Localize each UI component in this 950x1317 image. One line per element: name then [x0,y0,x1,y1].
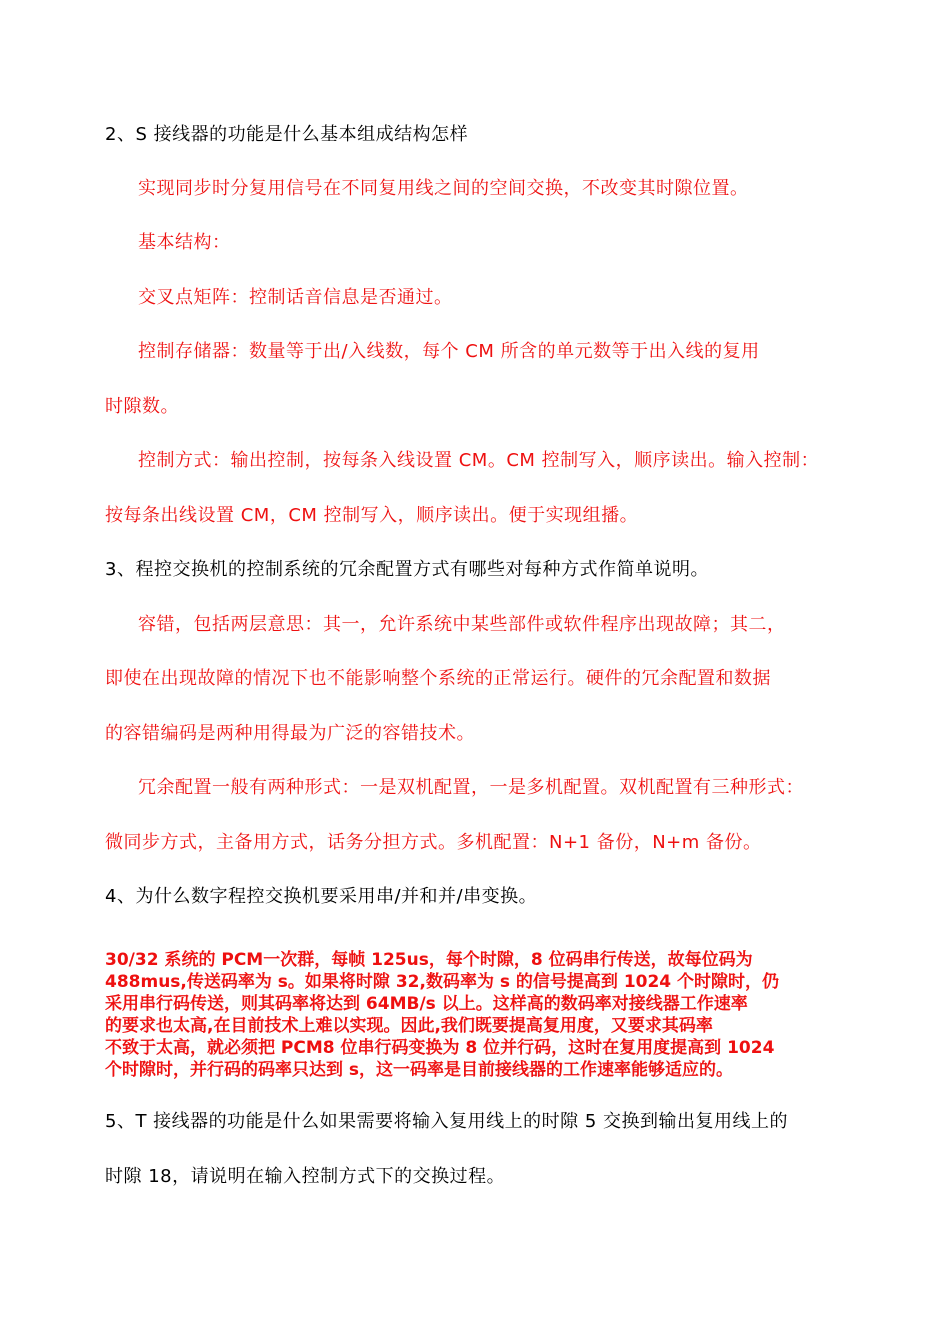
q2-answer-line-3: 交叉点矩阵：控制话音信息是否通过。 [138,287,453,308]
q4-answer-row-4: 的要求也太高,在目前技术上难以实现。因此,我们既要提高复用度，又要求其码率 [105,1016,713,1036]
q4-answer-row-3: 采用串行码传送，则其码率将达到 64MB/s 以上。这样高的数码率对接线器工作速率 [105,994,748,1014]
question-5-title-line-2: 时隙 18，请说明在输入控制方式下的交换过程。 [105,1166,506,1187]
q2-answer-line-2: 基本结构： [138,232,231,253]
q2-answer-line-1: 实现同步时分复用信号在不同复用线之间的空间交换，不改变其时隙位置。 [138,178,749,199]
q2-answer-line-4a: 控制存储器：数量等于出/入线数，每个 CM 所含的单元数等于出入线的复用 [138,341,760,362]
q4-answer-paragraph [105,949,865,1081]
q3-answer-line-1b: 即使在出现故障的情况下也不能影响整个系统的正常运行。硬件的冗余配置和数据 [105,668,771,689]
question-3-title: 3、程控交换机的控制系统的冗余配置方式有哪些对每种方式作简单说明。 [105,559,709,580]
q4-answer-row-5: 不致于太高，就必须把 PCM8 位串行码变换为 8 位并行码，这时在复用度提高到 1024 [105,1038,775,1058]
question-4-title: 4、为什么数字程控交换机要采用串/并和并/串变换。 [105,886,538,907]
q3-answer-line-2b: 微同步方式，主备用方式，话务分担方式。多机配置：N+1 备份，N+m 备份。 [105,832,762,853]
q2-answer-line-5a: 控制方式：输出控制，按每条入线设置 CM。CM 控制写入，顺序读出。输入控制： [138,450,820,471]
q4-answer-row-2: 488mus,传送码率为 s。如果将时隙 32,数码率为 s 的信号提高到 1024 个时隙时，仍 [105,972,780,992]
q4-answer-row-6: 个时隙时，并行码的码率只达到 s，这一码率是目前接线器的工作速率能够适应的。 [105,1060,734,1080]
q2-answer-line-4b: 时隙数。 [105,396,179,417]
question-5-title-line-1: 5、T 接线器的功能是什么如果需要将输入复用线上的时隙 5 交换到输出复用线上的 [105,1111,789,1132]
q4-answer-row-1: 30/32 系统的 PCM一次群，每帧 125us，每个时隙，8 位码串行传送，故每位码为 [105,950,753,970]
q3-answer-line-1c: 的容错编码是两种用得最为广泛的容错技术。 [105,723,475,744]
q3-answer-line-2a: 冗余配置一般有两种形式：一是双机配置，一是多机配置。双机配置有三种形式： [138,777,804,798]
question-2-title: 2、S 接线器的功能是什么基本组成结构怎样 [105,124,469,145]
q3-answer-line-1a: 容错，包括两层意思：其一，允许系统中某些部件或软件程序出现故障；其二， [138,614,786,635]
q2-answer-line-5b: 按每条出线设置 CM，CM 控制写入，顺序读出。便于实现组播。 [105,505,639,526]
